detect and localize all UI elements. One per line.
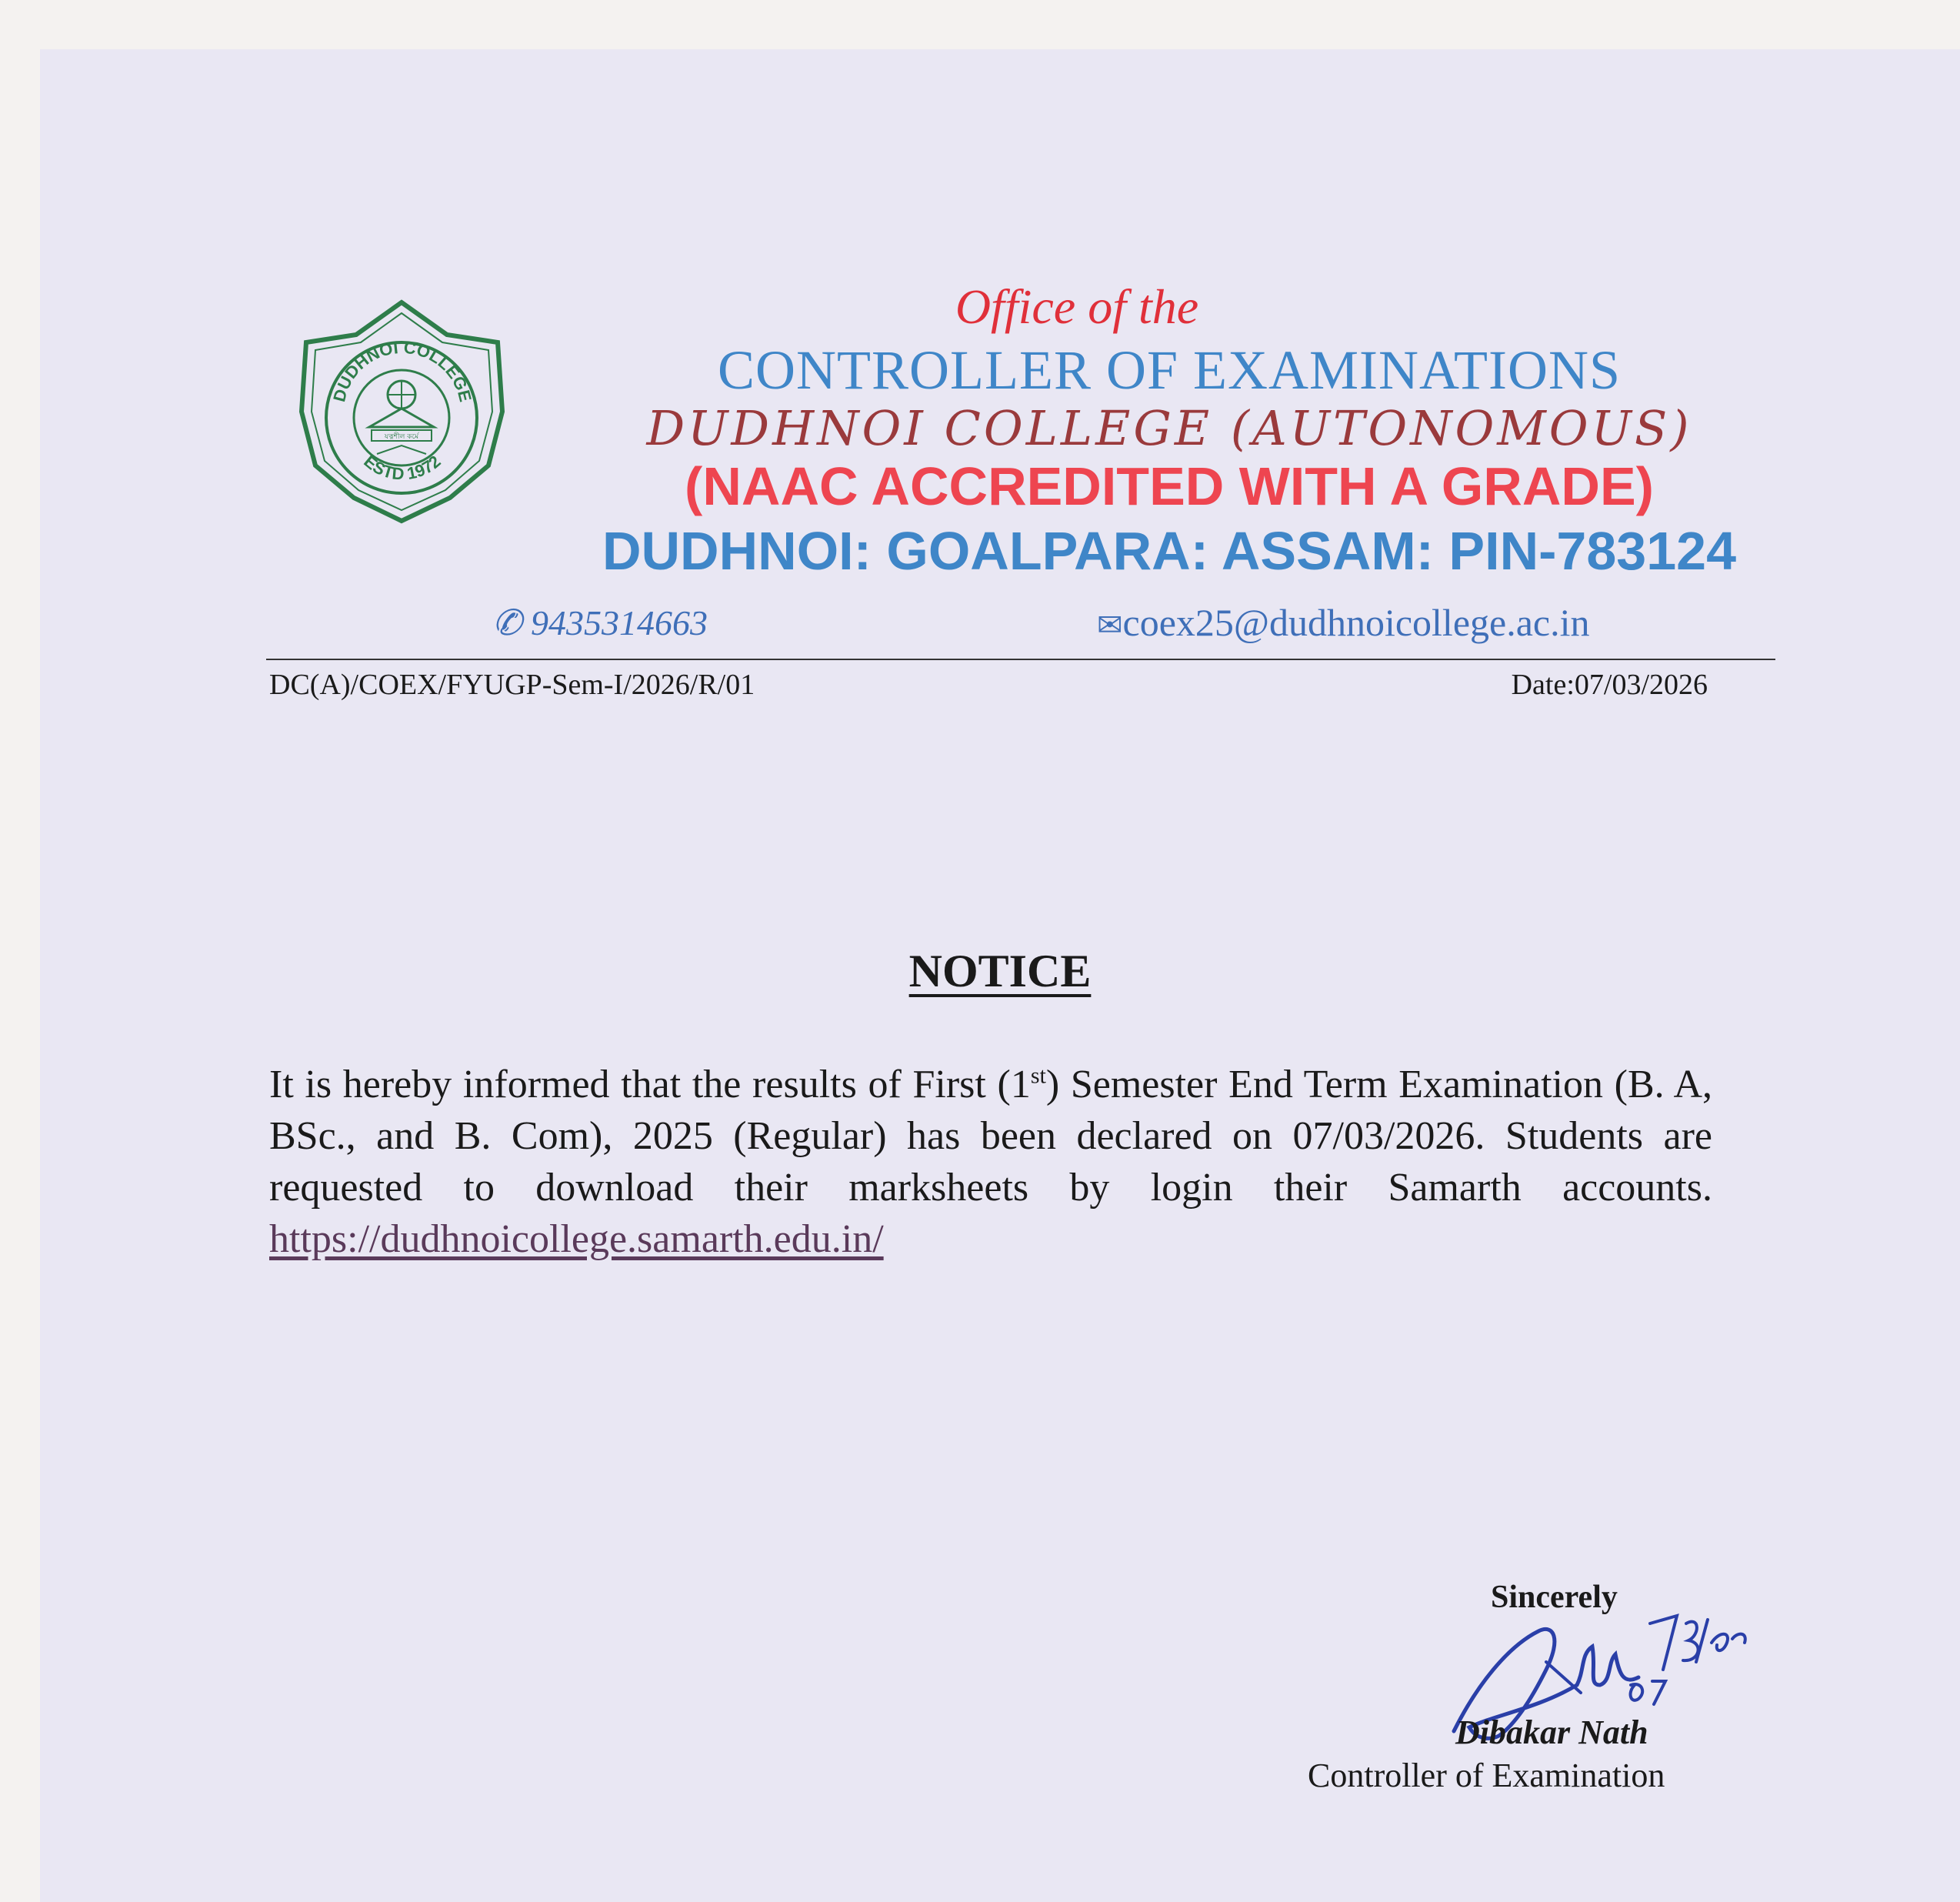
- phone-icon: ✆: [492, 603, 522, 642]
- signer-designation: Controller of Examination: [1308, 1757, 1665, 1794]
- header-divider: [266, 659, 1775, 660]
- contact-email: [1097, 600, 1589, 645]
- controller-heading: CONTROLLER OF EXAMINATIONS: [718, 339, 1621, 401]
- reference-number: DC(A)/COEX/FYUGP-Sem-I/2026/R/01: [269, 669, 755, 701]
- notice-body-part1: It is hereby informed that the results of First (1: [269, 1063, 1031, 1106]
- office-of-heading: Office of the: [955, 279, 1199, 334]
- contact-phone: [492, 602, 708, 643]
- email-address[interactable]: coex25@dudhnoicollege.ac.in: [1122, 601, 1590, 644]
- seal-motto: যত্নশীল কর্মে: [384, 433, 419, 441]
- accreditation-line: (NAAC ACCREDITED WITH A GRADE): [685, 456, 1654, 516]
- address-line: DUDHNOI: GOALPARA: ASSAM: PIN-783124: [602, 521, 1737, 581]
- notice-date: Date:07/03/2026: [1511, 669, 1708, 701]
- notice-body-superscript: st: [1030, 1063, 1046, 1089]
- signer-name: Dibakar Nath: [1455, 1713, 1648, 1751]
- closing-sincerely: Sincerely: [1491, 1580, 1618, 1615]
- notice-body: [269, 1059, 1712, 1265]
- notice-body-part2: ) Semester End Term Examination (B. A, BSc., and B. Com), 2025 (Regular) has been declared on 07/03/2026. Students are requested to download their marksheets by login their Samarth accounts.: [269, 1063, 1713, 1210]
- seal-name: DUDHNOI COLLEGE: [329, 337, 475, 404]
- notice-title: NOTICE: [908, 946, 1092, 996]
- seal-estd: ESTD 1972: [360, 451, 445, 484]
- college-seal-logo: [296, 296, 508, 527]
- phone-number: 9435314663: [531, 603, 708, 642]
- college-name: DUDHNOI COLLEGE (AUTONOMOUS): [646, 400, 1692, 456]
- samarth-link[interactable]: https://dudhnoicollege.samarth.edu.in/: [269, 1217, 884, 1261]
- svg-text:ESTD 1972: [360, 452, 444, 484]
- envelope-icon: ✉: [1097, 608, 1123, 643]
